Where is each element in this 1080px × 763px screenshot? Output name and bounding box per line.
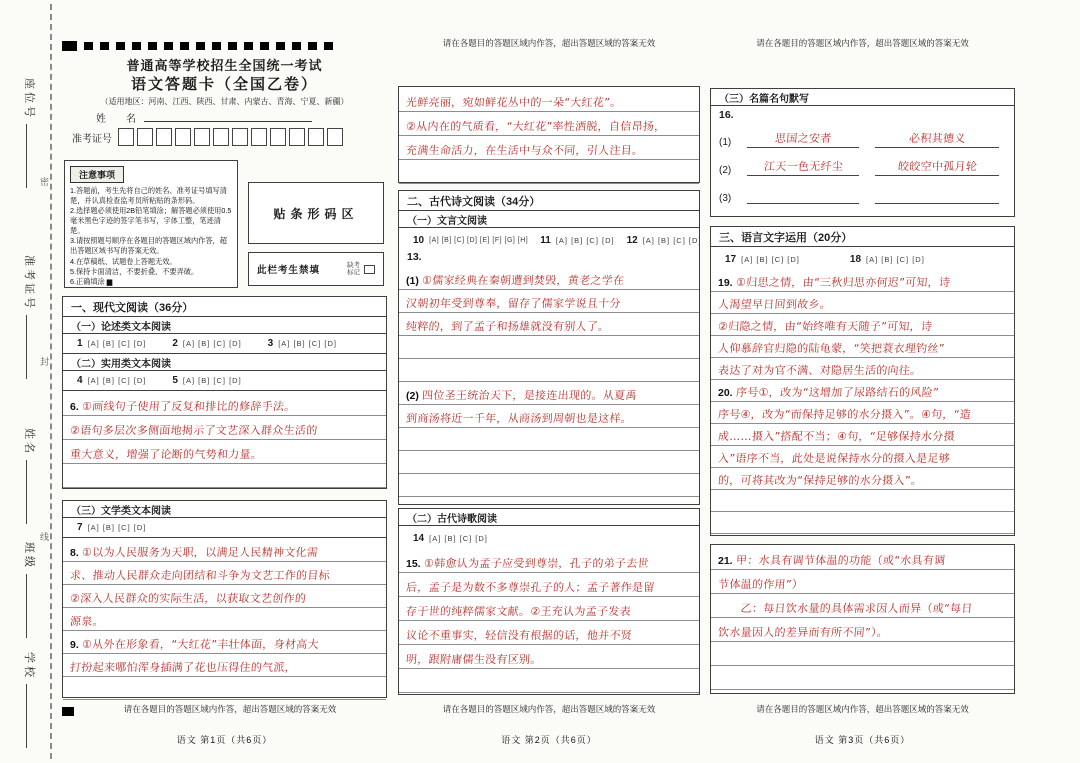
- answer-line: [711, 546, 1014, 570]
- q16-row-3: [711, 180, 1014, 208]
- notice-item: 1.答题前，考生先将自己的姓名、准考证号填写清楚，并认真检查监考员所粘贴的条形码。: [70, 186, 227, 206]
- answer-line: [399, 428, 699, 451]
- seal-char-mi: 密: [40, 177, 50, 187]
- mc-q1-options: [A] [B] [C] [D]: [87, 339, 147, 348]
- mc-q11: [540, 235, 614, 246]
- notice-box: [64, 160, 238, 288]
- mc-q18: [850, 254, 925, 265]
- mc-q2: [172, 338, 241, 349]
- answer-area-q16: [710, 105, 1015, 217]
- answer-line: [63, 654, 386, 677]
- answer-line: [399, 267, 699, 290]
- handwritten-text: ②深入人民群众的实际生活，以获取文艺创作的: [69, 592, 307, 605]
- answer-line: [711, 618, 1014, 642]
- mc-q4-options: [A] [B] [C] [D]: [87, 376, 147, 385]
- region-warning-bottom-3: 请在各题目的答题区域内作答，超出答题区域的答案无效: [756, 704, 969, 714]
- side-field-name: [22, 428, 38, 524]
- answer-line: [63, 440, 386, 464]
- side-field-class-blank: [26, 574, 37, 638]
- handwritten-text: ②归隐之情，由“始终唯有天随子”可知，诗: [717, 320, 933, 333]
- exam-digit-box: [213, 128, 229, 146]
- section2-sub2: [398, 508, 700, 526]
- answer-area-q6: [62, 390, 387, 489]
- handwritten-text: 成……摄入”搭配不当；④句，“足够保持水分摄: [717, 430, 956, 443]
- region-warning-bottom-2: 请在各题目的答题区域内作答，超出答题区域的答案无效: [442, 704, 656, 714]
- q16-blank: [875, 159, 999, 176]
- absent-mark-label-1: 缺考: [347, 261, 360, 269]
- forbidden-label: 此栏考生禁填: [257, 265, 321, 276]
- notice-item: 4.在草稿纸、试题卷上答题无效。: [70, 256, 177, 266]
- corner-mark: [62, 707, 74, 716]
- mc-q17-number: 17: [725, 253, 737, 265]
- region-warning-bottom-1: 请在各题目的答题区域内作答，超出答题区域的答案无效: [123, 704, 337, 714]
- handwritten-text: 议论不重事实，轻信没有根据的话，他并不贤: [405, 629, 633, 642]
- regions-note: （适用地区：河南、江西、陕西、甘肃、内蒙古、青海、宁夏、新疆）: [100, 97, 349, 106]
- answer-area-q8-q9: [62, 537, 387, 698]
- mc-q10-number: 10: [413, 234, 425, 246]
- barcode-area-label: 贴条形码区: [273, 206, 359, 221]
- handwritten-text: 源泉。: [69, 615, 105, 628]
- section1-header: [62, 296, 387, 317]
- section1-title: 一、现代文阅读（36分）: [71, 301, 194, 314]
- exam-digit-box: [156, 128, 172, 146]
- mc-q14-number: 14: [413, 532, 425, 544]
- section2-sub1-title: （一）文言文阅读: [407, 215, 487, 227]
- mc-q7-number: 7: [77, 522, 83, 533]
- mc-q11-number: 11: [540, 234, 551, 246]
- answer-line: [711, 666, 1014, 690]
- exam-digit-box: [289, 128, 305, 146]
- mc-q7: [77, 522, 146, 533]
- answer-line: [63, 631, 386, 654]
- answer-line: [63, 608, 386, 631]
- handwritten-text: 必积其德义: [908, 132, 966, 145]
- answer-line: [711, 424, 1014, 446]
- handwritten-text: ①韩愈认为孟子应受到尊崇，孔子的弟子去世: [423, 557, 649, 570]
- answer-line: [399, 669, 699, 693]
- answer-line: [399, 645, 699, 669]
- answer-line: [399, 88, 699, 112]
- side-field-class-label: 班级: [23, 542, 35, 570]
- handwritten-text: ②从内在的气质看，“大红花”率性洒脱，自信昂扬，: [405, 120, 666, 133]
- side-field-seat-blank: [26, 124, 37, 188]
- answer-line: [63, 539, 386, 562]
- section1-sub1: [62, 316, 387, 334]
- mc-q4: [77, 375, 146, 386]
- answer-line: [63, 416, 386, 440]
- answer-line: [63, 464, 386, 488]
- side-field-name-blank: [26, 460, 37, 524]
- notice-item: 2.选择题必须使用2B铅笔填涂；解答题必须使用0.5毫米黑色字迹的签字笔书写，字体工整，笔迹清楚。: [70, 206, 232, 236]
- answer-line: [711, 490, 1014, 512]
- answer-line: [63, 562, 386, 585]
- mc-q7-options: [A] [B] [C] [D]: [87, 523, 147, 532]
- mc-q2-number: 2: [172, 338, 178, 349]
- handwritten-text: 人渴望早日回到故乡。: [717, 298, 832, 311]
- handwritten-text: 入”语序不当，此处是说保持水分的摄入是足够: [717, 452, 951, 465]
- answer-line: [711, 402, 1014, 424]
- exam-digit-box: [308, 128, 324, 146]
- mc-q5: [172, 375, 241, 386]
- answer-line: [399, 136, 699, 160]
- barcode-area: [248, 182, 384, 244]
- handwritten-text: 乙：每日饮水量的具体需求因人而异（或“每日: [717, 602, 974, 615]
- side-field-name-label: 姓名: [23, 428, 35, 456]
- mc-q3-options: [A] [B] [C] [D]: [278, 339, 337, 348]
- answer-line: [711, 358, 1014, 380]
- mc-q3: [268, 338, 337, 349]
- section3-header: [710, 226, 1015, 247]
- timing-marks: [84, 42, 336, 50]
- mc-q3-number: 3: [267, 338, 274, 349]
- handwritten-text: 重大意义，增强了论断的气势和力量。: [69, 448, 263, 461]
- mc-row-17-18: [711, 248, 1014, 270]
- answer-area-q10-13: [398, 227, 700, 505]
- mc-q12: [627, 235, 702, 246]
- mc-q18-number: 18: [849, 253, 862, 265]
- q16-blank: [747, 159, 859, 176]
- exam-digit-box: [194, 128, 210, 146]
- handwritten-text: 表达了对为官不满、对隐居生活的向往。: [717, 364, 922, 377]
- answer-line: [711, 468, 1014, 490]
- side-field-seat-label: 座位号: [23, 78, 35, 120]
- q16-number: 16.: [719, 109, 734, 121]
- page-footer-3: 语文 第3页（共6页）: [814, 735, 911, 745]
- q20-number: 20.: [718, 387, 733, 399]
- q21-number: 21.: [718, 555, 733, 567]
- answer-line: [399, 313, 699, 336]
- mc-q5-options: [A] [B] [C] [D]: [182, 376, 242, 385]
- q16-row3-label: (3): [719, 193, 732, 204]
- section2-header: [398, 190, 700, 211]
- mc-q1: [77, 338, 146, 349]
- section2-sub3: [710, 88, 1015, 106]
- handwritten-text: ①以为人民服务为天职，以满足人民精神文化需: [81, 546, 319, 559]
- answer-line: [711, 314, 1014, 336]
- page-footer-2: 语文 第2页（共6页）: [501, 735, 597, 745]
- q16-row-1: [711, 124, 1014, 152]
- side-field-examno-blank: [26, 315, 37, 379]
- exam-number-label: 准考证号: [72, 133, 112, 145]
- handwritten-text: 打扮起来哪怕浑身插满了花也压得住的气派，: [69, 661, 297, 674]
- absent-mark-label-2: 标记: [347, 269, 360, 276]
- answer-line: [399, 621, 699, 645]
- q15-number: 15.: [406, 558, 421, 570]
- region-warning-top-2: 请在各题目的答题区域内作答，超出答题区域的答案无效: [442, 38, 656, 48]
- mc-q14-options: [A] [B] [C] [D]: [429, 533, 488, 543]
- seal-dashed-line: [50, 4, 52, 759]
- mc-q17: [725, 254, 800, 265]
- mc-q5-number: 5: [172, 375, 178, 386]
- answer-line: [399, 573, 699, 597]
- q6-number: 6.: [70, 401, 79, 413]
- answer-line: [711, 642, 1014, 666]
- handwritten-text: ②语句多层次多侧面地揭示了文艺深入群众生活的: [69, 424, 318, 437]
- handwritten-text: 节体温的作用”）: [717, 578, 804, 591]
- handwritten-text: 光鲜亮丽，宛如鲜花丛中的一朵“大红花”。: [405, 96, 622, 109]
- answer-line: [711, 292, 1014, 314]
- handwritten-text: 汉朝初年受到尊奉，留存了儒家学说且十分: [405, 297, 622, 310]
- q9-number: 9.: [70, 639, 79, 651]
- seal-char-xian: 线: [40, 532, 50, 542]
- handwritten-text: 存于世的纯粹儒家文献。②王充认为孟子发表: [405, 605, 632, 618]
- answer-line: [711, 570, 1014, 594]
- answer-line: [711, 270, 1014, 292]
- side-field-examno: [22, 255, 38, 379]
- mc-q14: [413, 533, 488, 544]
- answer-line: [711, 512, 1014, 534]
- exam-digit-box: [232, 128, 248, 146]
- answer-area-q21: [710, 544, 1015, 694]
- q16-blank: [875, 187, 999, 204]
- answer-area-q14-15: [398, 525, 700, 695]
- answer-area-q17-20: [710, 246, 1015, 536]
- handwritten-text: 饮水量因人的差异而有所不同”）。: [717, 626, 889, 639]
- handwritten-text: 四位圣王统治天下，是接连出现的。从夏禹: [421, 389, 638, 402]
- answer-line: [399, 405, 699, 428]
- q16-blank: [875, 131, 999, 148]
- handwritten-text: 人仰慕辞官归隐的陆龟蒙，“笑把蓑衣理钓丝”: [717, 342, 946, 355]
- name-field-row: [96, 110, 312, 125]
- absent-mark-label: [347, 262, 360, 277]
- handwritten-text: 江天一色无纤尘: [763, 160, 844, 173]
- notice-item: 6.正确填涂 ▆: [70, 276, 113, 286]
- notice-item: 5.保持卡面清洁，不要折叠、不要弄破。: [70, 266, 199, 276]
- section2-sub3-title: （三）名篇名句默写: [719, 93, 809, 105]
- mc-q1-number: 1: [77, 338, 83, 349]
- mc-row-10-12: [399, 229, 702, 251]
- section2-title: 二、古代诗文阅读（34分）: [407, 195, 541, 208]
- section3-title: 三、语言文字运用（20分）: [719, 231, 853, 244]
- section1-sub2-title: （二）实用类文本阅读: [71, 358, 171, 370]
- exam-number-row: [72, 128, 343, 146]
- seal-char-feng: 封: [40, 357, 50, 367]
- answer-line: [711, 380, 1014, 402]
- answer-line: [399, 474, 699, 497]
- mc-q10: [413, 235, 528, 246]
- page-footer-1: 语文 第1页（共6页）: [176, 735, 273, 745]
- handwritten-text: 明，跟附庸儒生没有区别。: [405, 653, 543, 666]
- side-field-examno-label: 准考证号: [23, 255, 35, 311]
- q13-part2-label: (2): [406, 390, 419, 402]
- mc-q4-number: 4: [77, 375, 83, 386]
- q13-number: 13.: [407, 251, 422, 263]
- section1-sub1-title: （一）论述类文本阅读: [71, 321, 171, 333]
- handwritten-text: 思国之安者: [774, 132, 832, 145]
- exam-digit-box: [175, 128, 191, 146]
- timing-mark-lead: [62, 41, 77, 51]
- handwritten-text: 序号①，改为“这增加了尿路结石的风险”: [735, 386, 940, 399]
- section2-sub2-title: （二）古代诗歌阅读: [407, 513, 497, 525]
- handwritten-text: ①归思之情，由“三秋归思亦何迟”可知，诗: [735, 276, 951, 289]
- answer-line: [399, 549, 699, 573]
- answer-line: [63, 585, 386, 608]
- q16-row1-label: (1): [719, 137, 732, 148]
- region-warning-top-3: 请在各题目的答题区域内作答，超出答题区域的答案无效: [756, 38, 969, 48]
- q13-part1-label: (1): [406, 275, 419, 287]
- answer-line: [399, 451, 699, 474]
- mc-q17-options: [A] [B] [C] [D]: [741, 254, 800, 264]
- mc-q11-options: [A] [B] [C] [D]: [555, 235, 615, 245]
- side-field-school-blank: [26, 684, 37, 748]
- side-field-class: [22, 542, 38, 638]
- name-field-label: 姓 名: [96, 114, 136, 125]
- answer-line: [399, 336, 699, 359]
- handwritten-text: 皎皎空中孤月轮: [897, 160, 978, 173]
- mc-row-14: [399, 527, 699, 549]
- answer-line: [711, 336, 1014, 358]
- notice-item: 3.请按照题号顺序在各题目的答题区域内作答，超出答题区域书写的答案无效。: [70, 236, 227, 256]
- mc-q2-options: [A] [B] [C] [D]: [182, 339, 242, 348]
- q16-row-2: [711, 152, 1014, 180]
- q8-number: 8.: [70, 547, 79, 559]
- q16-blank: [747, 187, 859, 204]
- answer-line: [399, 112, 699, 136]
- handwritten-text: ①画线句子使用了反复和排比的修辞手法。: [81, 400, 296, 413]
- notice-title: 注意事项: [70, 166, 124, 183]
- forbidden-strip: [248, 252, 384, 286]
- q16-blank: [747, 131, 859, 148]
- handwritten-text: 甲：水具有调节体温的功能（或“水具有调: [735, 554, 946, 567]
- handwritten-text: ①从外在形象看，“大红花”丰壮体面，身材高大: [81, 638, 320, 651]
- absent-mark-box: [364, 265, 375, 274]
- section2-sub1: [398, 210, 700, 228]
- mc-q12-options: [A] [B] [C] [D]: [642, 235, 702, 245]
- mc-row-4-5: [62, 370, 387, 391]
- mc-row-1-3: [62, 333, 387, 354]
- answer-line: [399, 382, 699, 405]
- side-field-seat: [22, 78, 38, 188]
- mc-q18-options: [A] [B] [C] [D]: [866, 254, 925, 264]
- handwritten-text: 序号④，改为“而保持足够的水分摄入”。④句，“造: [717, 408, 972, 421]
- answer-line: [711, 594, 1014, 618]
- side-field-school-label: 学校: [23, 652, 35, 680]
- answer-line: [63, 392, 386, 416]
- answer-line: [399, 597, 699, 621]
- exam-digit-box: [118, 128, 134, 146]
- section1-sub3-title: （三）文学类文本阅读: [71, 505, 171, 517]
- answer-line: [711, 446, 1014, 468]
- answer-area-q9-continued: [398, 86, 700, 183]
- handwritten-text: 求、推动人民群众走向团结和斗争为文艺工作的目标: [69, 569, 331, 582]
- mc-q10-options: [A] [B] [C] [D] [E] [F] [G] [H]: [429, 236, 529, 244]
- answer-line: [399, 359, 699, 382]
- answer-line: [63, 677, 386, 700]
- mc-q12-number: 12: [626, 234, 638, 246]
- exam-digit-box: [270, 128, 286, 146]
- exam-digit-boxes: [118, 128, 343, 146]
- side-field-school: [22, 652, 38, 748]
- handwritten-text: 后，孟子是为数不多尊崇孔子的人；孟子著作是留: [405, 581, 656, 594]
- name-blank: [144, 110, 312, 122]
- answer-line: [399, 160, 699, 184]
- exam-title: 普通高等学校招生全国统一考试: [126, 58, 323, 73]
- mc-row-7: [62, 517, 387, 538]
- section1-sub3: [62, 500, 387, 518]
- handwritten-text: 到商汤将近一千年，从商汤到周朝也是这样。: [405, 412, 633, 425]
- handwritten-text: 充满生命活力，在生活中与众不同，引人注目。: [405, 144, 644, 157]
- exam-digit-box: [327, 128, 343, 146]
- handwritten-text: 的，可将其改为“保持足够的水分摄入”。: [717, 474, 923, 487]
- handwritten-text: 纯粹的，到了孟子和扬雄就没有别人了。: [405, 320, 610, 333]
- sheet-title: 语文答题卡（全国乙卷）: [130, 76, 318, 93]
- q16-row2-label: (2): [719, 165, 732, 176]
- exam-digit-box: [251, 128, 267, 146]
- section1-sub2: [62, 353, 387, 371]
- q19-number: 19.: [718, 277, 733, 289]
- handwritten-text: ①儒家经典在秦朝遭到焚毁，黄老之学在: [421, 274, 625, 287]
- answer-line: [399, 290, 699, 313]
- exam-digit-box: [137, 128, 153, 146]
